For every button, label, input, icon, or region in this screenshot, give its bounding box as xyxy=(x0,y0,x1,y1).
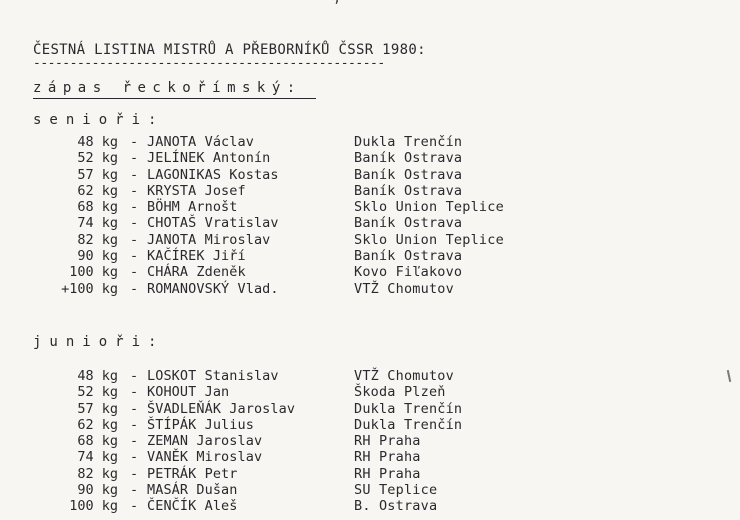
weight-class: 68 kg xyxy=(77,199,118,216)
club-name: VTŽ Chomutov xyxy=(354,368,454,384)
row-separator: - xyxy=(130,449,139,466)
row-separator: - xyxy=(130,150,139,167)
row-separator: - xyxy=(130,465,139,482)
weight-class: 48 kg xyxy=(77,134,118,150)
title-underline-dashes: ------------------------------------------------ xyxy=(33,56,385,71)
list-item xyxy=(0,264,740,280)
list-item xyxy=(0,401,740,417)
athlete-name: MASÁR Dušan xyxy=(147,482,238,499)
seniors-heading: senioři: xyxy=(33,112,165,128)
athlete-name: BÖHM Arnošt xyxy=(147,199,238,216)
row-separator: - xyxy=(130,182,139,199)
list-item xyxy=(0,215,740,231)
athlete-name: JANOTA Václav xyxy=(147,134,254,150)
club-name: RH Praha xyxy=(354,465,421,482)
athlete-name: JANOTA Miroslav xyxy=(147,231,271,248)
athlete-name: KOHOUT Jan xyxy=(147,384,230,401)
row-separator: - xyxy=(130,231,139,248)
weight-class: 57 kg xyxy=(77,400,118,417)
weight-class: 52 kg xyxy=(77,150,118,167)
club-name: Sklo Union Teplice xyxy=(354,199,504,216)
athlete-name: KRYSTA Josef xyxy=(147,182,246,199)
row-separator: - xyxy=(130,416,139,433)
athlete-name: ROMANOVSKÝ Vlad. xyxy=(147,280,279,297)
weight-class: 57 kg xyxy=(77,166,118,183)
list-item xyxy=(0,384,740,400)
list-item xyxy=(0,449,740,465)
club-name: Baník Ostrava xyxy=(354,215,463,232)
list-item xyxy=(0,232,740,248)
athlete-name: ČENČÍK Aleš xyxy=(147,498,238,515)
weight-class: 52 kg xyxy=(77,384,118,401)
club-name: Kovo Fiľakovo xyxy=(354,264,463,281)
club-name: SU Teplice xyxy=(354,482,438,499)
list-item xyxy=(0,281,740,297)
athlete-name: JELÍNEK Antonín xyxy=(147,150,271,167)
athlete-name: CHÁRA Zdeněk xyxy=(147,264,246,281)
club-name: Škoda Plzeň xyxy=(354,384,446,401)
weight-class: 48 kg xyxy=(77,368,118,384)
discipline-heading: zápas řeckořímský: xyxy=(33,80,316,99)
weight-class: 62 kg xyxy=(77,416,118,433)
athlete-name: LOSKOT Stanislav xyxy=(147,368,279,384)
club-name: Baník Ostrava xyxy=(354,182,463,199)
club-name: Baník Ostrava xyxy=(354,248,463,265)
athlete-name: VANĚK Miroslav xyxy=(147,449,263,466)
list-item xyxy=(0,417,740,433)
row-separator: - xyxy=(130,368,139,384)
club-name: Sklo Union Teplice xyxy=(354,231,504,248)
juniors-heading: junioři: xyxy=(33,334,165,350)
weight-class: 68 kg xyxy=(77,433,118,450)
weight-class: 100 kg xyxy=(69,264,118,281)
athlete-name: PETRÁK Petr xyxy=(147,465,238,482)
athlete-name: ZEMAN Jaroslav xyxy=(147,433,263,450)
weight-class: 74 kg xyxy=(77,215,118,232)
row-separator: - xyxy=(130,248,139,265)
row-separator: - xyxy=(130,166,139,183)
list-item xyxy=(0,433,740,449)
list-item xyxy=(0,134,740,150)
row-separator: - xyxy=(130,498,139,515)
row-separator: - xyxy=(130,400,139,417)
weight-class: 90 kg xyxy=(77,482,118,499)
weight-class: 82 kg xyxy=(77,231,118,248)
row-separator: - xyxy=(130,134,139,150)
cropped-header-line xyxy=(0,0,740,5)
row-separator: - xyxy=(130,199,139,216)
list-item xyxy=(0,199,740,215)
row-separator: - xyxy=(130,384,139,401)
row-separator: - xyxy=(130,264,139,281)
club-name: Dukla Trenčín xyxy=(354,400,463,417)
club-name: RH Praha xyxy=(354,433,421,450)
row-separator: - xyxy=(130,215,139,232)
weight-class: 74 kg xyxy=(77,449,118,466)
athlete-name: ŠVADLEŇÁK Jaroslav xyxy=(147,400,296,417)
row-separator: - xyxy=(130,280,139,297)
weight-class: 90 kg xyxy=(77,248,118,265)
club-name: RH Praha xyxy=(354,449,421,466)
weight-class: +100 kg xyxy=(61,280,118,297)
club-name: Baník Ostrava xyxy=(354,166,463,183)
athlete-name: ŠTÍPÁK Julius xyxy=(147,416,254,433)
list-item xyxy=(0,150,740,166)
juniors-list xyxy=(0,368,740,515)
weight-class: 100 kg xyxy=(69,498,118,515)
club-name: Baník Ostrava xyxy=(354,150,463,167)
list-item xyxy=(0,183,740,199)
seniors-list xyxy=(0,134,740,297)
weight-class: 82 kg xyxy=(77,465,118,482)
athlete-name: LAGONIKAS Kostas xyxy=(147,166,279,183)
list-item xyxy=(0,248,740,264)
list-item xyxy=(0,498,740,514)
row-separator: - xyxy=(130,433,139,450)
list-item xyxy=(0,368,740,384)
list-item xyxy=(0,482,740,498)
club-name: Dukla Trenčín xyxy=(354,134,463,150)
club-name: B. Ostrava xyxy=(354,498,438,515)
athlete-name: CHOTAŠ Vratislav xyxy=(147,215,279,232)
document-title: ČESTNÁ LISTINA MISTRŮ A PŘEBORNÍKŮ ČSSR 1980: xyxy=(33,42,426,58)
list-item xyxy=(0,466,740,482)
row-separator: - xyxy=(130,482,139,499)
weight-class: 62 kg xyxy=(77,182,118,199)
athlete-name: KAČÍREK Jiří xyxy=(147,248,246,265)
list-item xyxy=(0,167,740,183)
club-name: VTŽ Chomutov xyxy=(354,280,454,297)
club-name: Dukla Trenčín xyxy=(354,416,463,433)
